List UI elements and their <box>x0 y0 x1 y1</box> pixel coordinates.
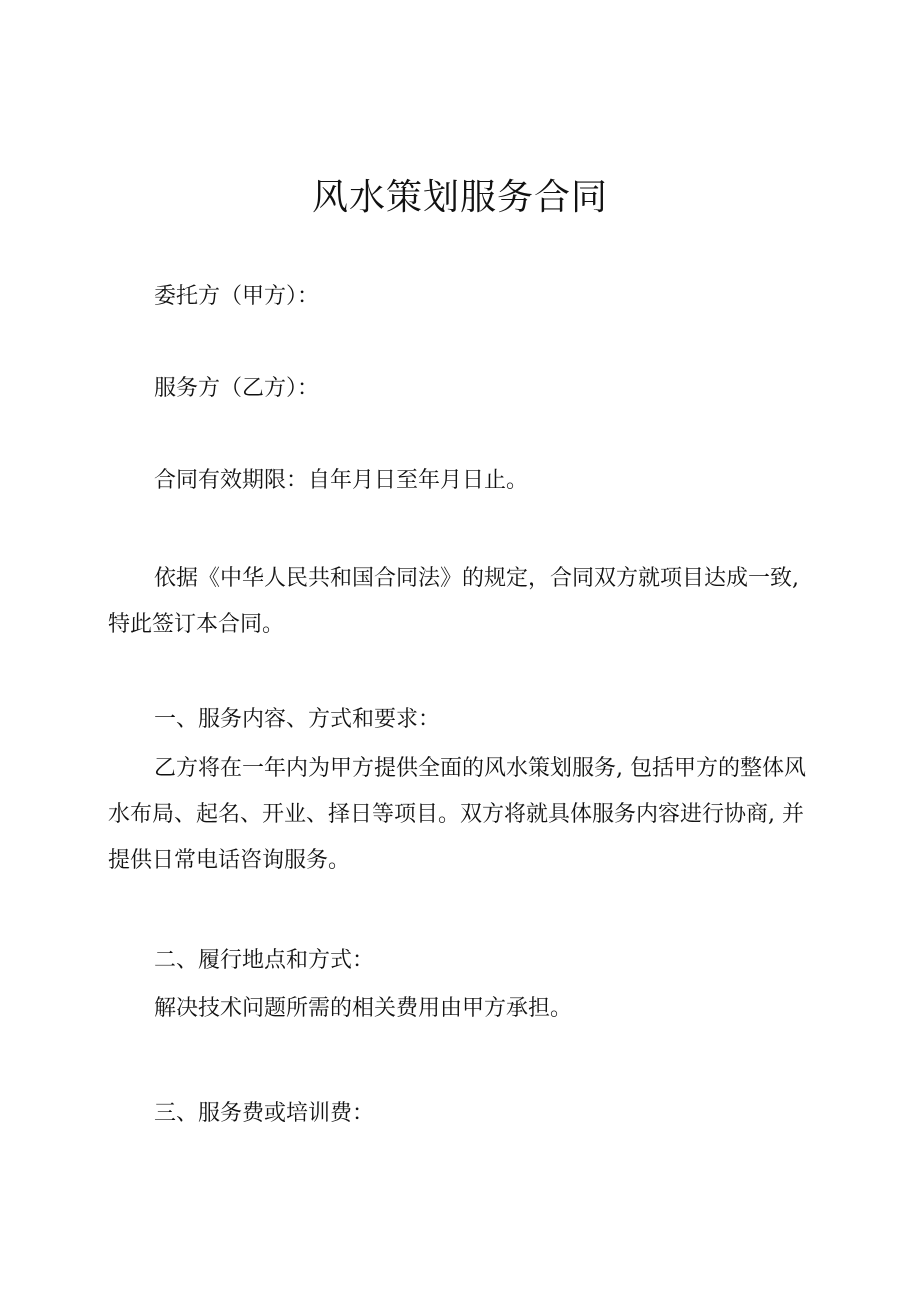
preamble-paragraph: 依据《中华人民共和国合同法》的规定，合同双方就项目达成一致, 特此签订本合同。 <box>108 566 799 637</box>
section-1-body: 乙方将在一年内为甲方提供全面的风水策划服务, 包括甲方的整体风水布局、起名、开业、择日等项目。双方将就具体服务内容进行协商, 并提供日常电话咨询服务。 <box>108 756 806 873</box>
document-title: 风水策划服务合同 <box>311 177 608 218</box>
provider-line: 服务方（乙方）： <box>154 376 320 401</box>
term-line: 合同有效期限：自年月日至年月日止。 <box>154 468 529 493</box>
section-3-heading: 三、服务费或培训费： <box>154 1101 375 1126</box>
section-1-heading: 一、服务内容、方式和要求： <box>154 707 441 732</box>
section-2-heading: 二、履行地点和方式： <box>154 948 375 973</box>
section-2-body: 解决技术问题所需的相关费用由甲方承担。 <box>154 996 573 1021</box>
client-line: 委托方（甲方）： <box>154 284 320 309</box>
